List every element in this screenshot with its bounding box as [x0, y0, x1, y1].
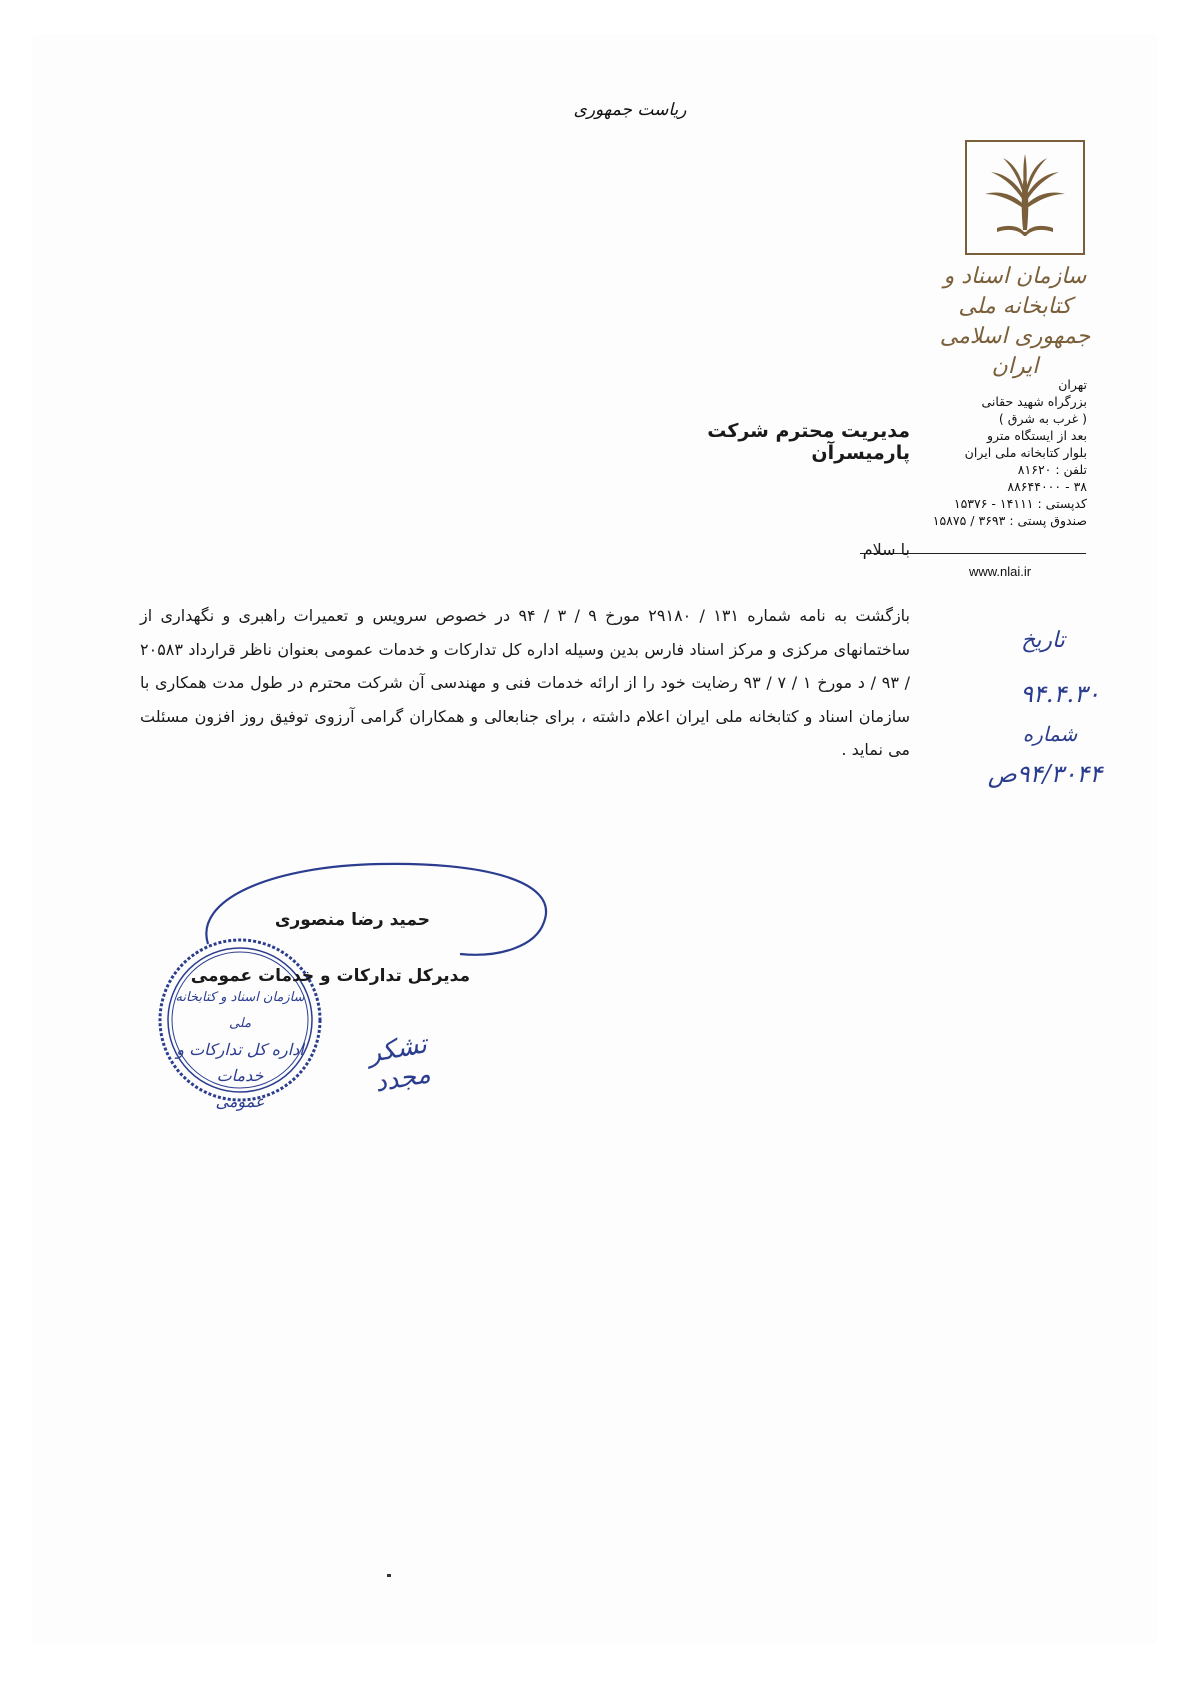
organization-name-line2: جمهوری اسلامی ایران — [939, 324, 1091, 379]
address-line: صندوق پستی : ۳۶۹۳ / ۱۵۸۷۵ — [932, 513, 1087, 528]
book-tree-logo-icon — [977, 150, 1073, 246]
logo-frame — [965, 140, 1085, 255]
presidency-heading: ریاست جمهوری — [573, 100, 687, 120]
scan-speck — [387, 1574, 391, 1577]
address-line: بزرگراه شهید حقانی — [981, 394, 1087, 409]
seal-text-line: اداره کل تدارکات و خدمات — [176, 1040, 304, 1085]
handwritten-date: ۹۴.۴.۳۰ — [1020, 680, 1100, 708]
handwritten-signature: تشکر مجدد — [365, 1029, 433, 1099]
signatory-title: مدیرکل تدارکات و خدمات عمومی — [190, 966, 470, 986]
organization-name — [930, 262, 1100, 382]
seal-text — [170, 985, 310, 1115]
recipient-line: مدیریت محترم شرکت پارمیسرآن — [707, 420, 910, 464]
address-line: بلوار کتابخانه ملی ایران — [964, 445, 1087, 460]
address-line: ۳۸ - ۸۸۶۴۴۰۰۰ — [1007, 479, 1087, 494]
address-line: ( غرب به شرق ) — [998, 411, 1087, 426]
address-line: تلفن : ۸۱۶۲۰ — [1017, 462, 1087, 477]
handwritten-date-label: تاریخ — [1021, 628, 1065, 653]
website-link[interactable]: www.nlai.ir — [968, 564, 1032, 579]
address-line: کدپستی : ۱۴۱۱۱ - ۱۵۳۷۶ — [953, 496, 1087, 511]
address-block — [925, 376, 1087, 529]
letter-body: بازگشت به نامه شماره ۱۳۱ / ۲۹۱۸۰ مورخ ۹ / ۳ / ۹۴ در خصوص سرویس و تعمیرات راهبری و نگهداری از ساختمانهای مرکزی و مرکز اسناد فارس بدین وسیله اداره کل تدارکات و خدمات عمومی بعنوان ناظر قرارداد ۲۰۵۸۳ / ۹۳ / د مورخ ۱ / ۷ / ۹۳ رضایت خود را از ارائه خدمات فنی و مهندسی آن شرکت محترم در طول مدت همکاری با سازمان اسناد و کتابخانه ملی ایران اعلام داشته ، برای جنابعالی و همکاران گرامی آرزوی توفیق روز افزون مسئلت می نماید . — [140, 606, 911, 759]
address-line: تهران — [1058, 377, 1087, 392]
address-line: بعد از ایستگاه مترو — [986, 428, 1087, 443]
handwritten-number: ۹۴/۳۰۴۴ص — [987, 760, 1103, 788]
handwritten-number-label: شماره — [1022, 722, 1078, 746]
organization-name-line1: سازمان اسناد و کتابخانه ملی — [943, 264, 1087, 319]
seal-text-line: عمومی — [215, 1092, 265, 1111]
greeting: با سلام — [862, 540, 910, 559]
signatory-name: حمید رضا منصوری — [274, 910, 430, 930]
seal-text-line: سازمان اسناد و کتابخانه ملی — [175, 990, 305, 1031]
